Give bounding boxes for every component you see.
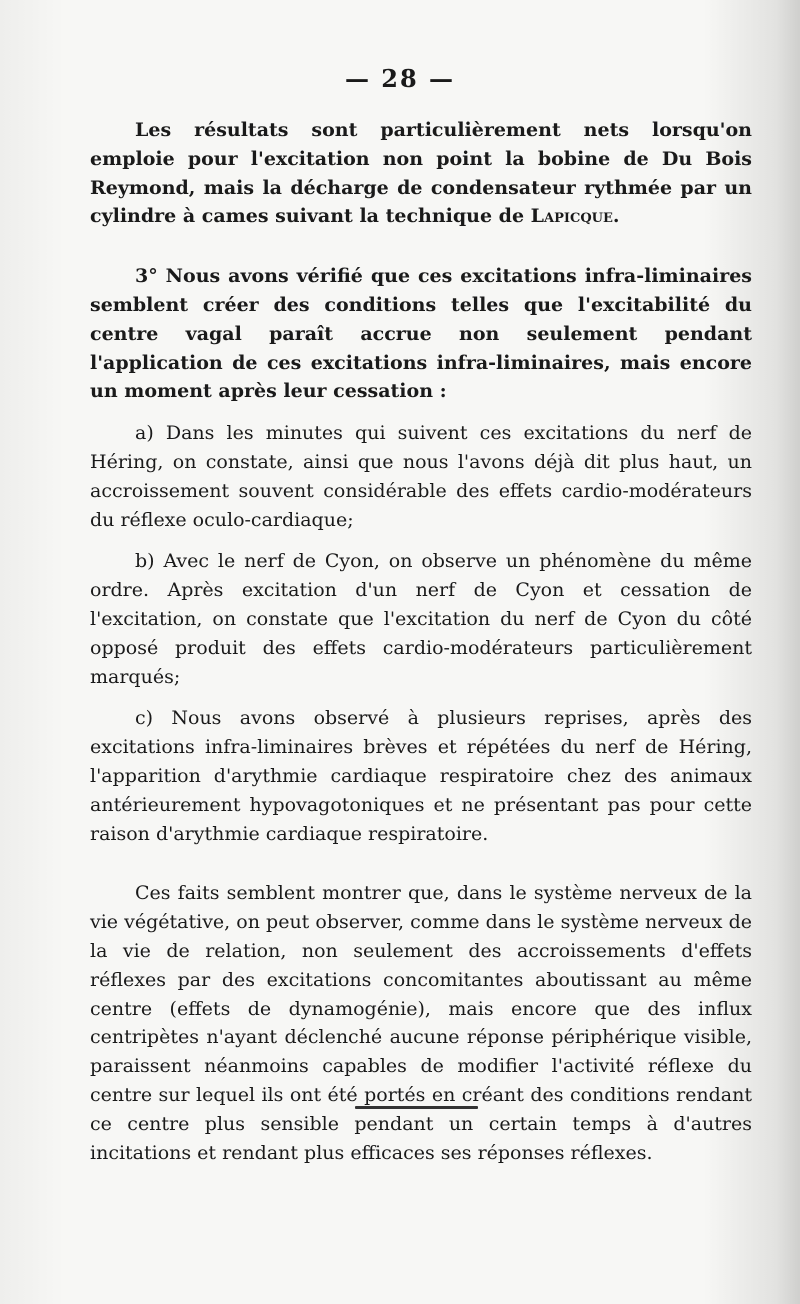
section-end-rule (355, 1106, 478, 1109)
page-number: — 28 — (344, 64, 456, 93)
paragraph-text: Les résultats sont particulièrement nets lorsqu'on emploie pour l'excitation non point la bobine de Du Bois Reymond, mais la décharge de condensateur rythmée par un cylindre à cames suivant la technique de (90, 119, 752, 228)
body-text (90, 116, 752, 1167)
paragraph-lapicque (90, 116, 752, 231)
paragraph-text-end: . (612, 205, 620, 228)
paragraph-conclusion: Ces faits semblent montrer que, dans le système nerveux de la vie végétative, on peut observer, comme dans le système nerveux de la vie de relation, non seulement des accroissements d'effets réflexes par des excitations concomitantes aboutissant au même centre (effets de dynamogénie), mais encore que des influx centripètes n'ayant déclenché aucune réponse périphérique visible, paraissent néanmoins capables de modifier l'activité réflexe du centre sur lequel ils ont été portés en créant des conditions rendant ce centre plus sensible pendant un certain temps à d'autres incitations et rendant plus efficaces ses réponses réflexes. (90, 882, 752, 1164)
paragraph-item-b: b) Avec le nerf de Cyon, on observe un phénomène du même ordre. Après excitation d'un nerf de Cyon et cessation de l'excitation, on constate que l'excitation du nerf de Cyon du côté opposé produit des effets cardio-modérateurs particulièrement marqués; (90, 550, 752, 688)
paragraph-item-c: c) Nous avons observé à plusieurs reprises, après des excitations infra-liminaires brèves et répétées du nerf de Héring, l'apparition d'arythmie cardiaque respiratoire chez des animaux antérieurement hypovagotoniques et ne présentant pas pour cette raison d'arythmie cardiaque respiratoire. (90, 707, 752, 845)
paragraph-point-3: 3° Nous avons vérifié que ces excitations infra-liminaires semblent créer des conditions telles que l'excitabilité du centre vagal paraît accrue non seulement pendant l'application de ces excitations infra-liminaires, mais encore un moment après leur cessation : (90, 265, 752, 403)
paragraph-item-a: a) Dans les minutes qui suivent ces excitations du nerf de Héring, on constate, ainsi que nous l'avons déjà dit plus haut, un accroissement souvent considérable des effets cardio-modérateurs du réflexe oculo-cardiaque; (90, 422, 752, 531)
author-name-smallcaps: Lapicque (530, 205, 613, 228)
